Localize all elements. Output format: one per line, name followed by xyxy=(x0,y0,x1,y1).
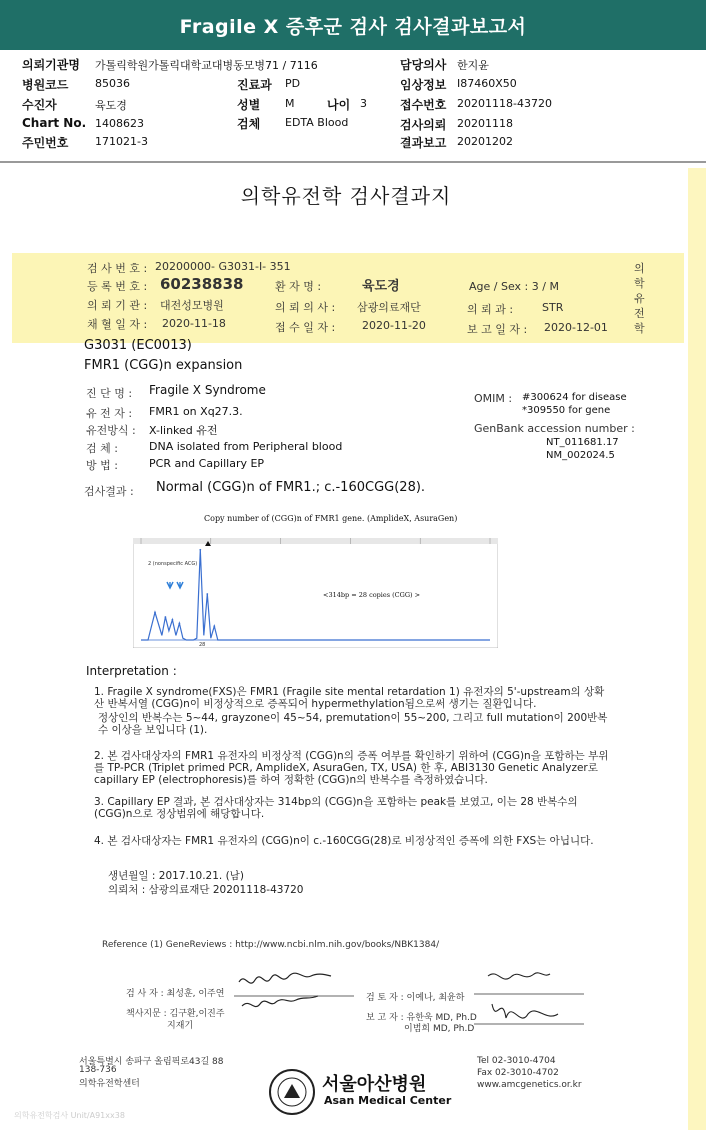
test-name: FMR1 (CGG)n expansion xyxy=(84,358,243,373)
header-label: 임상정보 xyxy=(400,78,447,92)
age-sex: Age / Sex : 3 / M xyxy=(469,280,559,293)
patient-label: 환 자 명 : xyxy=(275,280,322,293)
reg-no-label: 등 록 번 호 : xyxy=(87,280,148,293)
chart-peak-point xyxy=(179,623,181,625)
collect-label: 채 혈 일 자 : xyxy=(87,318,148,331)
chart-ruler xyxy=(133,538,498,544)
header-label: 성별 xyxy=(237,98,261,112)
report-title: 의학유전학 검사결과지 xyxy=(240,184,452,208)
interp-item-2: 2. 본 검사대상자의 FMR1 유전자의 비정상적 (CGG)n의 증폭 여부를 확인하기 위하여 (CGG)n을 포함하는 부위를 TP-PCR (Triplet primed PCR, AmplideX, AsuraGen, TX, USA) 한 후, ABI3130 Genetic Analyzer로 capillary EP (electrophoresis)를 하여 정확한 (CGG)n의 반복수를 측정하였습니다. xyxy=(94,750,609,786)
tester-signature xyxy=(234,968,354,1018)
logo-korean: 서울아산병원 xyxy=(322,1074,427,1095)
header-label: 수진자 xyxy=(22,98,57,112)
specimen-label: 검 체 : xyxy=(86,442,118,455)
header-value: PD xyxy=(285,77,301,90)
header-value: 20201118 xyxy=(457,117,513,130)
validator: 책사지문 : 김구환,이진주 xyxy=(126,1009,225,1019)
result-value: Normal (CGG)n of FMR1.; c.-160CGG(28). xyxy=(156,480,426,495)
header-value: 20201118-43720 xyxy=(457,97,552,110)
order-header xyxy=(0,52,706,160)
exam-no: 20200000- G3031-I- 351 xyxy=(155,260,291,273)
electropherogram-chart xyxy=(133,538,498,648)
header-label: Chart No. xyxy=(22,116,87,130)
address-3: 의학유전학센터 xyxy=(79,1079,140,1089)
inheritance: X-linked 유전 xyxy=(149,424,218,437)
interp-item-3: 3. Capillary EP 결과, 본 검사대상자는 314bp의 (CGG)n을 포함하는 peak를 보였고, 이는 28 반복수의 (CGG)n으로 정상범위에 해당합니다. xyxy=(94,796,578,820)
genbank-nm: NM_002024.5 xyxy=(546,450,615,461)
inst-label: 의 뢰 기 관 : xyxy=(87,299,148,312)
patient-name: 육도경 xyxy=(362,279,400,294)
header-label: 담당의사 xyxy=(400,58,447,72)
header-label: 진료과 xyxy=(237,78,272,92)
header-label: 의뢰기관명 xyxy=(22,58,80,72)
receive-label: 접 수 일 자 : xyxy=(275,321,336,334)
address-1: 서울특별시 송파구 올림픽로43길 88 xyxy=(79,1057,224,1067)
fax: Fax 02-3010-4702 xyxy=(477,1068,559,1078)
header-value: M xyxy=(285,97,295,110)
collect-date: 2020-11-18 xyxy=(162,317,226,330)
genbank-nt: NT_011681.17 xyxy=(546,437,619,448)
header-label: 결과보고 xyxy=(400,136,447,150)
specimen: DNA isolated from Peripheral blood xyxy=(149,440,343,453)
validator-2: 지재기 xyxy=(167,1021,194,1031)
header-label: 검체 xyxy=(237,117,261,131)
header-value: EDTA Blood xyxy=(285,116,349,129)
tester: 검 사 자 : 최성훈, 이주연 xyxy=(126,989,225,999)
logo-english: Asan Medical Center xyxy=(324,1094,452,1107)
reviewer-signature xyxy=(474,964,584,1034)
header-value: 육도경 xyxy=(95,99,127,112)
header-label: 검사의뢰 xyxy=(400,118,447,132)
test-code: G3031 (EC0013) xyxy=(84,338,192,353)
method: PCR and Capillary EP xyxy=(149,457,265,470)
inherit-label: 유전방식 : xyxy=(86,424,136,437)
tel: Tel 02-3010-4704 xyxy=(477,1056,556,1066)
requester: 의뢰처 : 삼광의료재단 20201118-43720 xyxy=(108,884,304,896)
chart-peak-point xyxy=(172,619,174,621)
diagnosis-label: 진 단 명 : xyxy=(86,387,133,400)
header-value: 171021-3 xyxy=(95,135,148,148)
chart-peak-point xyxy=(199,549,201,551)
chart-title: Copy number of (CGG)n of FMR1 gene. (AmplideX, AsuraGen) xyxy=(204,514,458,523)
dept: STR xyxy=(542,301,564,314)
header-value: 1408623 xyxy=(95,117,144,130)
side-label: 의학유전학 xyxy=(634,262,645,335)
omim-label: OMIM : xyxy=(474,392,513,405)
genbank-label: GenBank accession number : xyxy=(474,422,635,435)
exam-no-label: 검 사 번 호 : xyxy=(87,262,148,275)
header-value: I87460X50 xyxy=(457,77,517,90)
header-label: 나이 xyxy=(327,98,351,112)
report-date: 2020-12-01 xyxy=(544,321,608,334)
reviewer: 검 토 자 : 이예나, 최윤하 xyxy=(366,993,465,1003)
asan-foundation-logo-icon xyxy=(268,1068,316,1116)
interpretation-heading: Interpretation : xyxy=(86,664,177,678)
chart-peak-point xyxy=(213,625,215,627)
header-label: 접수번호 xyxy=(400,98,447,112)
watermark: 의학유전학검사 Unit/A91xx38 xyxy=(14,1111,125,1120)
report-banner xyxy=(0,0,706,50)
header-label: 병원코드 xyxy=(22,78,69,92)
doctor-label: 의 뢰 의 사 : xyxy=(275,301,336,314)
diagnosis: Fragile X Syndrome xyxy=(149,383,266,397)
header-value: 85036 xyxy=(95,77,130,90)
header-label: 주민번호 xyxy=(22,136,69,150)
address-2: 138-736 xyxy=(79,1065,117,1075)
interp-item-4: 4. 본 검사대상자는 FMR1 유전자의 (CGG)n이 c.-160CGG(28)로 비정상적인 증폭에 의한 FXS는 아닙니다. xyxy=(94,835,594,847)
chart-peak-point xyxy=(165,616,167,618)
header-divider xyxy=(0,161,706,163)
gene-label: 유 전 자 : xyxy=(86,407,133,420)
reference: Reference (1) GeneReviews : http://www.ncbi.nlm.nih.gov/books/NBK1384/ xyxy=(102,940,440,950)
header-value: 3 xyxy=(360,97,367,110)
reporter: 보 고 자 : 유한욱 MD, Ph.D xyxy=(366,1013,477,1023)
reporter-2: 이범희 MD, Ph.D xyxy=(404,1024,475,1034)
patient-info-block xyxy=(12,253,684,343)
gene: FMR1 on Xq27.3. xyxy=(149,405,243,418)
chart-peak-point xyxy=(206,593,208,595)
interp-item-1b: 정상인의 반복수는 5~44, grayzone이 45~54, premutation이 55~200, 그리고 full mutation이 200반복수 이상을 보입니다 (1). xyxy=(98,712,608,736)
chart-peak-point xyxy=(154,612,156,614)
header-value: 가톨릭학원가톨릭대학교대병동모병71 / 7116 xyxy=(95,59,318,72)
chart-peak-label: 28 xyxy=(199,642,206,648)
scanned-report xyxy=(4,168,688,1130)
birth-date: 생년월일 : 2017.10.21. (남) xyxy=(108,870,244,882)
report-date-label: 보 고 일 자 : xyxy=(467,323,528,336)
method-label: 방 법 : xyxy=(86,459,118,472)
chart-frame xyxy=(133,538,498,648)
banner-title: Fragile X 증후군 검사 검사결과보고서 xyxy=(179,15,527,38)
header-value: 20201202 xyxy=(457,135,513,148)
chart-annotation: <314bp = 28 copies (CGG) > xyxy=(323,591,421,599)
result-label: 검사결과 : xyxy=(84,485,134,498)
right-highlight-strip xyxy=(688,168,706,1130)
header-value: 한지윤 xyxy=(457,59,489,72)
receive-date: 2020-11-20 xyxy=(362,319,426,332)
website: www.amcgenetics.or.kr xyxy=(477,1080,582,1090)
omim-gene: *309550 for gene xyxy=(522,405,611,416)
reg-no: 60238838 xyxy=(160,275,244,293)
interp-item-1: 1. Fragile X syndrome(FXS)은 FMR1 (Fragile site mental retardation 1) 유전자의 5'-upstream의 상확산 반복서열 (CGG)n이 비정상적으로 증폭되어 hypermethylation됨으로써 생기는 질환입니다. xyxy=(94,686,605,710)
inst: 대전성모병원 xyxy=(160,299,224,312)
omim-disease: #300624 for disease xyxy=(522,392,627,403)
chart-left-label: 2 (nonspecific ACG) xyxy=(148,561,198,567)
dept-label: 의 뢰 과 : xyxy=(467,303,514,316)
doctor: 삼광의료재단 xyxy=(357,301,421,314)
